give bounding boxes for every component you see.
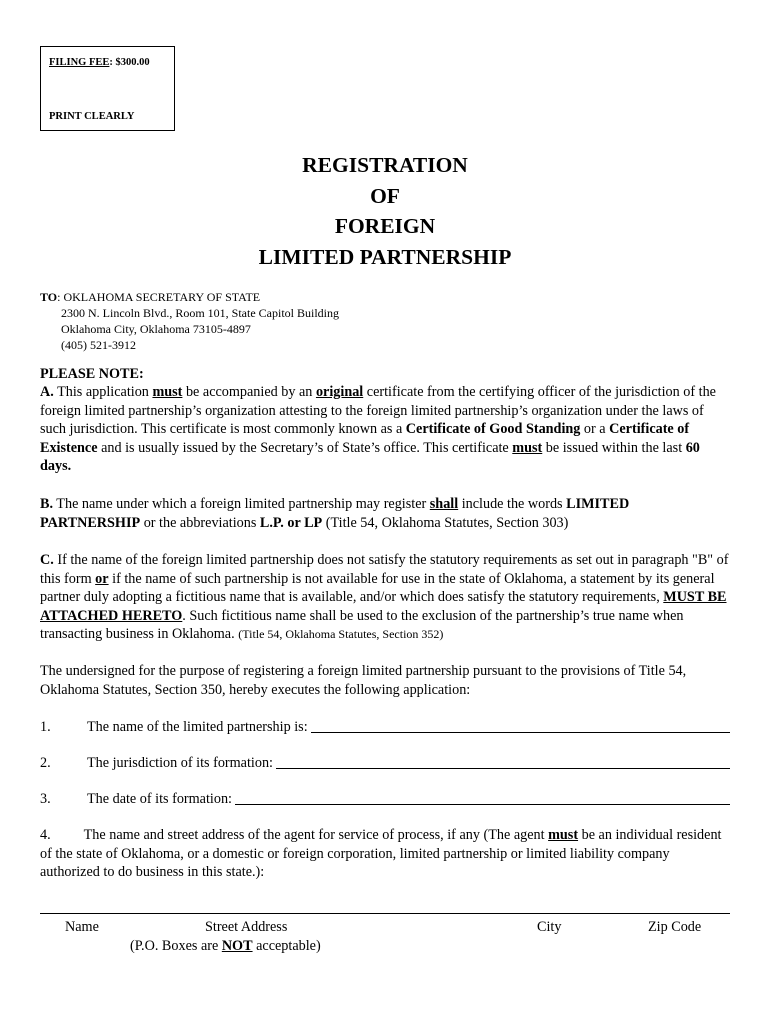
filing-fee-label: FILING FEE [49,57,110,68]
to-recipient: : OKLAHOMA SECRETARY OF STATE [57,290,261,304]
item-partnership-name: 1. The name of the limited partnership is: [40,716,730,736]
title-line-1: REGISTRATION [302,153,468,177]
po-box-note: (P.O. Boxes are NOT acceptable) [130,938,321,954]
formation-date-field[interactable] [235,803,730,805]
agent-address-field[interactable] [40,913,730,914]
column-name-label: Name [65,919,99,935]
column-city-label: City [537,919,562,935]
to-label: TO [40,290,58,304]
title-line-3: FOREIGN [334,214,436,238]
form-title [0,150,770,272]
filing-fee-box [40,46,175,131]
note-b-paragraph: B. The name under which a foreign limited partnership may register shall include the words LIMITED PARTNERSHIP or the abbreviations L.P. or LP (Title 54, Oklahoma Statutes, Section 303) [40,496,630,531]
item-jurisdiction: 2. The jurisdiction of its formation: [40,752,730,772]
print-clearly-note: PRINT CLEARLY [49,111,135,122]
please-note-heading: PLEASE NOTE: [40,366,144,382]
column-street-label: Street Address [205,919,288,935]
address-line-2: Oklahoma City, Oklahoma 73105-4897 [61,322,251,336]
partnership-name-field[interactable] [311,731,730,733]
address-line-1: 2300 N. Lincoln Blvd., Room 101, State Capitol Building [61,306,339,320]
filing-fee-line [49,57,150,68]
filing-fee-amount: : $300.00 [109,57,150,68]
item-agent-paragraph: 4. The name and street address of the agent for service of process, if any (The agent must be an individual resident of the state of Oklahoma, or a domestic or foreign corporation, limited partnership or limited liability company authorized to do business in this state.): [40,827,722,881]
note-c-paragraph: C. If the name of the foreign limited partnership does not satisfy the statutory requirements as set out in paragraph "B" of this form or if the name of such partnership is not available for use in the state of Oklahoma, a statement by its general partner duly adopting a fictitious name that is available, and/or which does satisfy the statutory requirements, MUST BE ATTACHED HERETO. Such fictitious name shall be used to the exclusion of the partnership’s true name when transacting business in Oklahoma. (Title 54, Oklahoma Statutes, Section 352) [40,552,729,643]
item-formation-date: 3. The date of its formation: [40,788,730,808]
jurisdiction-field[interactable] [276,767,730,769]
title-line-4: LIMITED PARTNERSHIP [258,244,512,269]
phone-number: (405) 521-3912 [61,338,136,352]
column-zip-label: Zip Code [648,919,702,935]
recipient-address-block [40,289,339,353]
intro-paragraph: The undersigned for the purpose of registering a foreign limited partnership pursuant to the provisions of Title 54, Oklahoma Statutes, Section 350, hereby executes the following application: [40,663,687,698]
title-line-2: OF [370,183,400,208]
note-a-paragraph: A. This application must be accompanied by an original certificate from the certifying officer of the jurisdiction of the foreign limited partnership’s organization attesting to the foreign limited partnership’s organization under the laws of such jurisdiction. This certificate is most commonly known as a Certificate of Good Standing or a Certificate of Existence and is usually issued by the Secretary’s of State’s office. This certificate must be issued within the last 60 days. [40,384,716,475]
